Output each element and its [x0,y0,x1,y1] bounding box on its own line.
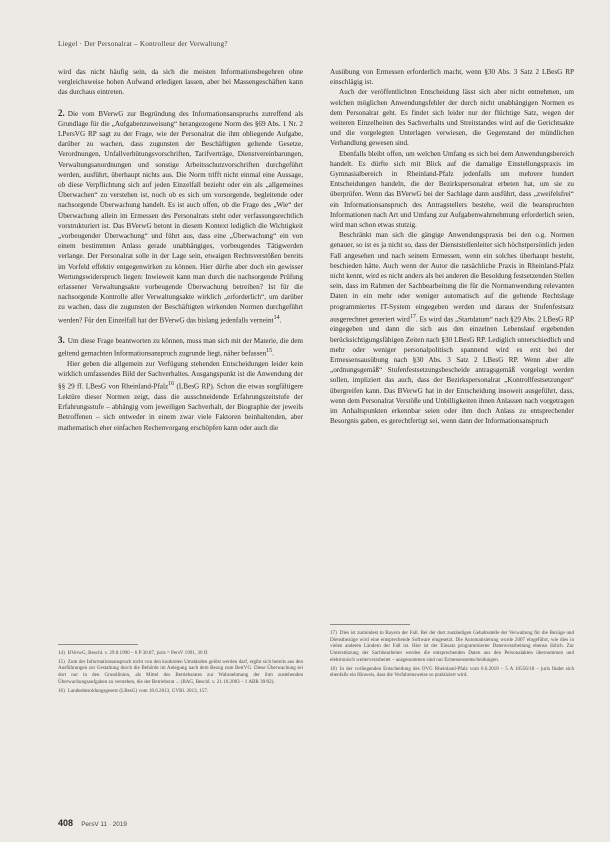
running-head: Liegel · Der Personalrat – Kontrolleur der Verwaltung? [58,40,228,48]
footnotes-right [330,630,574,681]
footnote-number: 14) [58,650,65,656]
footnote [58,659,303,686]
paragraph: wird das nicht häufig sein, da sich die meisten Informationsbegehren ohne vergleichsweise hohen Aufwand erledigen lassen, aber bei Massengeschäften kann das durchaus eintreten. [58,68,303,97]
footnote [58,650,303,657]
footnote-ref: 15 [266,348,273,355]
footnote-number: 15) [58,658,65,665]
footnote-ref: 16 [168,381,175,388]
section-number: 2. [58,107,65,118]
footnote-number: 18) [330,665,337,672]
section-2: 2. Die vom BVerwG zur Begründung des Informationsanspruchs zutreffend als Grundlage für die „Aufgabenzuweisung“ herangezogene Norm des §69 Abs. 1 Nr. 2 LPersVG RP sagt zu der Frage, wie der Personalrat die ihm obliegende Aufgabe, darüber zu wachen, dass zugunsten der Beschäftigten geltende Gesetze, Verordnungen, Unfallverhütungsvorschriften, Tarifverträge, Dienstvereinbarungen, Verwaltungsanordnungen und sonstige Arbeitsschutzvorschriften durchgeführt werden, ausführt, überhaupt nichts aus. Die Norm trifft nicht einmal eine Aussage, ob diese Verpflichtung sich auf jeden Einzelfall bezieht oder ein als „allgemeines Überwachen“ zu verstehen ist, noch ob es sich um vorsorgende, begleitende oder nachsorgende Überwachung handelt. Es ist auch offen, ob die Frage des „Wie“ der Überwachung allein im Ermessen des Personalrats steht oder verfassungsrechtlich vorstrukturiert ist. Das BVerwG betont in diesem Kontext lediglich die Wichtigkeit „vorbeugender Überwachung“ und führt aus, dass eine „Überwachung“ ein von einem bestimmten Anlass gerade unabhängiges, vorbeugendes Tätigwerden verlange. Der Personalrat solle in der Lage sein, etwaigen Rechtsverstößen bereits im Vorfeld effektiv entgegenwirken zu können. Hier dürfte aber doch ein gewisser Wertungswiderspruch liegen: Inwieweit kann man durch die nachsorgende Prüfung erlassener Verwaltungsakte vorbeugende Überwachung betreiben? Ist für die nachsorgende Kontrolle aller Verwaltungsakte wirklich „erforderlich“, um darüber zu wachen, dass die zugunsten der Beschäftigten wirkenden Normen durchgeführt werden? Für den Einzelfall hat der BVerwG das bislang jedenfalls verneint$^{14}$. [58,107,303,325]
paragraph-text: . Es wird das „Startdatum“ nach §29 Abs. 2 LBesG RP eingegeben und dann die sich aus den einzelnen Lebenslauf ergebenden berücksichtigungsfähigen Zeiten nach §30 LBesG RP. Lediglich unterschiedlich und mehr oder weniger personalpolitisch spannend wird es erst bei der Ermessensausübung nach §30 Abs. 3 Satz 2 LBesG RP. Wenn aber alle „ordnungsgemäß“ Stufenfestsetzungsbescheide antragsgemäß vorgelegt werden sollen, impliziert das auch, dass der Bezirkspersonalrat „Kontrollfestsetzungen“ übergreifen kann. Das BVerwG hat in der Entscheidung insoweit ausgeführt, dass, wenn dem Personalrat Verstöße und Unbilligkeiten ihnen Anlassen nach vorgetragen im Anhaltspunkten erkennbar seien oder ihm doch Anlass zu entsprechender Besorgnis gaben, es gerechtfertigt sei, wenn dann der Informationsanspruch [330,315,574,426]
footnotes-left [58,650,303,696]
folio [58,818,127,828]
paragraph: Ebenfalls bleibt offen, um welchen Umfang es sich bei dem Anwendungsbereich handelt. Es dürfte sich mit Blick auf die damalige Einstellungspraxis im Gymnasialbereich in Rheinland-Pfalz jedenfalls um mehrere hundert Entscheidungen handeln, die der Bezirkspersonalrat erbeten hat, um sie zu überprüfen. Wenn das BVerwG bei der Sachlage dann ausführt, dass „zweifelsfrei“ ein Informationsanspruch des Antragstellers bestehe, weil die beanspruchten Informationen nach Art und Umfang zur Aufgabenwahrnehmung erforderlich seien, wird man schon etwas stutzig. [330,149,574,230]
paragraph-text: Beschränkt man sich die gängige Anwendungspraxis bei den o.g. Normen genauer, so ist es ja nicht so, dass der Dienststellenleiter sich höchstpersönlich jeden Fall angesehen und nach seinem Ermessen, wenn ein solches überhaupt besteht, beschieden hätte. Auch wenn der Autor die tatsächliche Praxis in Rheinland-Pfalz nicht kennt, wird es nicht anders als bei anderen die Besoldung festsetzenden Stellen sein, dass im Rahmen der Sachbearbeitung die für die Normanwendung relevanten Daten in ein mehr oder weniger automatisch auf die geltende Rechtslage programmiertes IT-System eingegeben werden und daraus der Stufenfestsatz ausgerechnet generiert wird [330,231,574,324]
section-number: 3. [58,335,65,346]
footnote-ref: 14 [273,314,280,321]
footnote-text: Dies ist zumindest in Bayern der Fall. Bei der dort zuständigen Gehaltsstelle der Verwaltung für die Bezüge und Dienstbezüge wird eine entsprechende Software eingesetzt. Die Automatisierung wurde 2007 eingeführt, wie dies in vielen anderen Ländern der Fall ist. Hier ist der Einsatz programmierter Datenverarbeitung ebenso üblich. Zur Unterstützung der Sachbearbeiter werden die entsprechenden Daten aus den Personalakten übernommen und elektronisch weiterverarbeitet – ausgenommen sind nur Ermessensentscheidungen. [330,630,574,663]
section-text: Die vom BVerwG zur Begründung des Informationsanspruchs zutreffend als Grundlage für die „Aufgabenzuweisung“ herangezogene Norm des §69 Abs. 1 Nr. 2 LPersVG RP sagt zu der Frage, wie der Personalrat die ihm obliegende Aufgabe, darüber zu wachen, dass zugunsten der Beschäftigten geltende Gesetze, Verordnungen, Unfallverhütungsvorschriften, Tarifverträge, Dienstvereinbarungen, Verwaltungsanordnungen und sonstige Arbeitsschutzvorschriften durchgeführt werden, ausführt, überhaupt nichts aus. Die Norm trifft nicht einmal eine Aussage, ob diese Verpflichtung sich auf jeden Einzelfall bezieht oder ein als „allgemeines Überwachen“ zu verstehen ist, noch ob es sich um vorsorgende, begleitende oder nachsorgende Überwachung handelt. Es ist auch offen, ob die Frage des „Wie“ der Überwachung allein im Ermessen des Personalrats steht oder verfassungsrechtlich vorstrukturiert ist. Das BVerwG betont in diesem Kontext lediglich die Wichtigkeit „vorbeugender Überwachung“ und führt aus, dass eine „Überwachung“ ein von einem bestimmten Anlass gerade unabhängiges, vorbeugendes Tätigwerden verlange. Der Personalrat solle in der Lage sein, etwaigen Rechtsverstößen bereits im Vorfeld effektiv entgegenwirken zu können. Hier dürfte aber doch ein gewisser Wertungswiderspruch liegen: Inwieweit kann man durch die nachsorgende Prüfung erlassener Verwaltungsakte vorbeugende Überwachung betreiben? Ist für die nachsorgende Kontrolle aller Verwaltungsakte wirklich „erforderlich“, um darüber zu wachen, dass die zugunsten der Beschäftigten wirkenden Normen durchgeführt werden? Für den Einzelfall hat der BVerwG das bislang jedenfalls verneint [58,109,303,325]
paragraph: Ausübung von Ermessen erforderlich macht, wenn §30 Abs. 3 Satz 2 LBesG RP einschlägig ist. [330,68,574,87]
footnote-number: 16) [58,687,65,694]
footnote-ref: 17 [409,313,416,320]
footnote-text: In der vorliegenden Entscheidung des OVG Rheinland-Pfalz vom 6.6.2018 – 5 A 10556/18 – juris findet sich ebenfalls ein Hinweis, dass die Verfahrensweise so praktiziert wird. [330,665,574,679]
footnote-divider [58,644,138,645]
paragraph: Auch der veröffentlichten Entscheidung lässt sich aber nicht entnehmen, um welchen möglichen Anwendungsfehler der durch nicht unabhängigen Normen es dem Personalrat geht. Es findet sich leider nur der flüchtige Satz, wegen der weiteren Einzelheiten des Sachverhalts und Streitstandes wird auf die Gerichtsakte und die vorgelegten Unterlagen verwiesen, die Gegenstand der mündlichen Verhandlung gewesen sind. [330,88,574,148]
paragraph-text: Hier geben die allgemein zur Verfügung stehenden Entscheidungen leider kein wirklich umfassendes Bild der Sachverhaltes. Ausgangspunkt ist die Anwendung der §§ 29 ff. LBesG von Rheinland-Pfalz [58,360,303,391]
footnote-text: Zum der Informationsanspruch nicht von den konkreten Umständen gelöst werden darf, ergibt sich bereits aus den Ausführungen zur Gestaltung durch die Behörde im Anlegung nach dem Bezug zum BetrVG. Diese Überwachung sei dort nur in den Grundlinien, als Mittel des Betriebsrates zur Wahrnehmung der ihm zustehenden Überwachungsaufgaben zu verstehen, die der Betriebsrat ... (BAG, Beschl. v. 21.10.2003 – 1 ABR 39/02). [58,658,303,685]
footnote-number: 17) [330,630,337,636]
footnote-text: Landesbesoldungsgesetz (LBesG) vom 18.6.2013, GVBl. 2013, 157. [67,687,209,694]
footnote-divider [330,624,410,625]
journal-issue: PersV 11 · 2019 [81,821,127,828]
left-column [58,67,303,433]
footnote [58,688,303,695]
footnote [330,666,574,679]
page-number: 408 [58,818,74,828]
right-column [330,67,574,427]
footnote-text: BVerwG, Beschl. v. 29.8.1990 – 6 P 30.87, juris = PersV 1991, 30 ff. [67,650,209,656]
paragraph [330,230,574,426]
paragraph [58,359,303,433]
section-3: 3. Um diese Frage beantworten zu können, muss man sich mit der Materie, die dem geltend gemachten Informationsanspruch zugrunde liegt, näher befassen$^{15}$. [58,335,303,358]
section-text: Um diese Frage beantworten zu können, muss man sich mit der Materie, die dem geltend gemachten Informationsanspruch zugrunde liegt, näher befassen [58,337,303,358]
footnote [330,630,574,664]
paragraph-text: (LBesG RP). Schon die etwas sorgfältigere Lektüre dieser Normen zeigt, dass die ausschneidende Erfahrungszeitstufe der Erfahrungsstufe – abhängig vom jeweiligen Sachverhalt, der Biographie der jeweils Betroffenen – sich entweder in einem zwar viele Faktoren beinhaltenden, aber mathematisch eher einfachen Rechenvorgang erschöpfen kann oder auch die [58,382,303,432]
